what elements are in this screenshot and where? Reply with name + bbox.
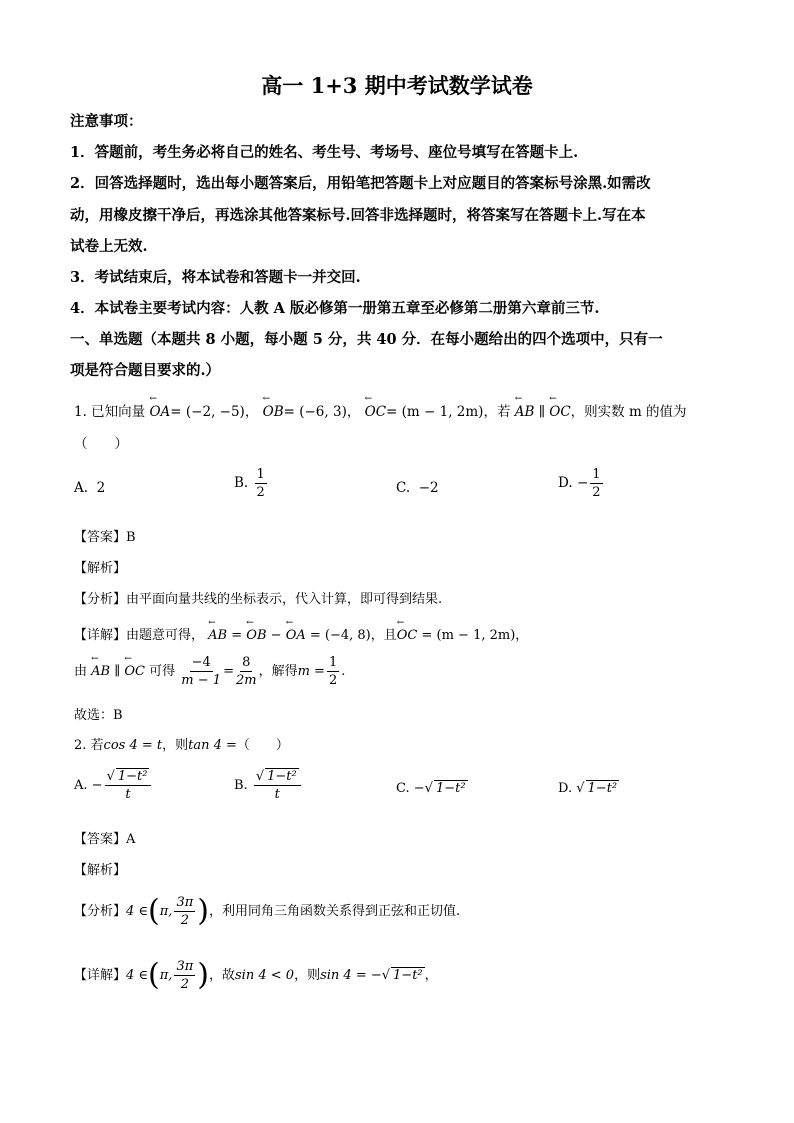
vector-oc: ← OC: [397, 628, 418, 643]
q1-stem: 1. 已知向量 ← OA= (−2, −5)， ← OB= (−6, 3)， ← OC= (m − 1, 2m)，若 ← AB ∥ ← OC，则实数 m 的值为: [74, 400, 687, 420]
note-4: 4．本试卷主要考试内容：人教 A 版必修第一册第五章至必修第二册第六章前三节.: [70, 300, 600, 317]
option-value: −2: [418, 480, 439, 496]
q1-ob-value: = (−6, 3): [283, 404, 347, 420]
q1-paren: （ ）: [74, 436, 128, 452]
parallel-symbol: ∥: [538, 404, 545, 420]
vector-ab: ← AB: [515, 404, 535, 420]
parallel-symbol: ∥: [110, 664, 125, 679]
fraction-numerator: 8: [242, 655, 251, 670]
option-label: A.: [74, 778, 88, 793]
fraction-numerator: 1: [328, 655, 338, 670]
radicand: 1−t²: [435, 781, 466, 796]
interval-prefix: 4 ∈: [126, 968, 149, 983]
q1-answer: [74, 526, 136, 545]
radicand: 1−t²: [117, 769, 148, 784]
q1-prefix: 1. 已知向量: [74, 404, 146, 420]
note-1: 1．答题前，考生务必将自己的姓名、考生号、考场号、座位号填写在答题卡上.: [70, 144, 579, 161]
q1-oc-value: = (m − 1, 2m): [386, 404, 484, 420]
vector-ab: ← AB: [91, 664, 110, 679]
xiangjie-tag: 【详解】: [74, 628, 127, 643]
fraction-numerator: −4: [191, 655, 211, 670]
answer-tag: 【答案】: [74, 530, 127, 545]
option-label: A.: [74, 480, 89, 496]
fraction-denominator: m − 1: [181, 673, 222, 688]
q1-guxuan: 故选：B: [74, 708, 123, 723]
vector-oa: ← OA: [286, 628, 306, 643]
q1-option-a: [74, 480, 105, 496]
comma: ，: [424, 968, 438, 983]
section-heading-2: 项是符合题目要求的.）: [70, 362, 221, 379]
q1-oa-value: = (−2, −5): [170, 404, 245, 420]
equals: =: [227, 628, 247, 643]
oc-value: = (m − 1, 2m)，: [417, 628, 529, 643]
fraction-denominator: 2: [592, 485, 601, 500]
fraction-numerator: 1: [592, 467, 601, 482]
notes-heading: 注意事项：: [70, 113, 143, 130]
minus-sign: −: [413, 781, 425, 796]
text: ，故: [209, 968, 236, 983]
q2-stem: [74, 734, 289, 753]
note-3: 3．考试结束后，将本试卷和答题卡一并交回.: [70, 269, 361, 286]
vector-oc: ← OC: [365, 404, 386, 420]
q1-option-c: [396, 480, 439, 496]
fenxi-text: ，利用同角三角函数关系得到正弦和正切值.: [209, 904, 461, 919]
page-title: 高一 1+3 期中考试数学试卷: [261, 73, 533, 98]
text: ，则: [294, 968, 321, 983]
option-label: C.: [396, 480, 411, 496]
fraction-denominator: 2: [180, 977, 189, 992]
vector-oc-2: ← OC: [549, 404, 570, 420]
q2-option-c: C. −√ 1−t²: [396, 781, 466, 796]
interval-prefix: 4 ∈: [126, 904, 149, 919]
xiangjie-text: 由题意可得，: [126, 628, 205, 643]
q2-condition: cos 4 = t: [103, 738, 163, 753]
q2-option-b: B. $\frac{\text{√ 1−t²}}{t}$: [234, 768, 303, 803]
fenxi-tag: 【分析】: [74, 904, 127, 919]
q2-paren: （ ）: [236, 738, 289, 753]
fraction-denominator: 2m: [235, 673, 257, 688]
option-value: 2: [96, 480, 106, 496]
fraction-denominator: 2: [256, 485, 265, 500]
answer-tag: 【答案】: [74, 832, 127, 847]
minus-sign: −: [91, 778, 103, 793]
q1-option-b: [234, 466, 269, 501]
vector-oc: ← OC: [124, 664, 145, 679]
note-2c: 试卷上无效.: [70, 238, 148, 255]
vector-ob: ← OB: [263, 404, 284, 420]
text: ，则: [162, 738, 189, 753]
fraction-denominator: 2: [328, 673, 338, 688]
q1-analysis-tag: 【解析】: [74, 561, 127, 576]
fraction-numerator: 3π: [176, 959, 194, 974]
answer-value: B: [126, 530, 136, 545]
and-text: ，且: [370, 628, 397, 643]
q2-prefix: 2. 若: [74, 738, 104, 753]
option-label: D.: [558, 475, 573, 491]
minus-sign: −: [576, 475, 589, 491]
m-equals: m =: [297, 664, 325, 679]
fraction-numerator: 3π: [176, 895, 194, 910]
sin-negative: sin 4 < 0: [235, 968, 295, 983]
option-label: B.: [234, 778, 248, 793]
section-heading-1: 一、单选题（本题共 8 小题，每小题 5 分，共 40 分．在每小题给出的四个选项中，只有一: [70, 331, 663, 348]
vector-ab: ← AB: [208, 628, 227, 643]
equals: =: [223, 664, 234, 679]
text: 由: [74, 664, 88, 679]
q1-option-d: [558, 466, 605, 501]
fenxi-text: 由平面向量共线的坐标表示，代入计算，即可得到结果.: [126, 592, 443, 607]
q1-fenxi: [74, 588, 442, 607]
radicand: 1−t²: [267, 769, 297, 784]
fraction-denominator: t: [125, 787, 131, 802]
q2-tan: tan 4 =: [188, 738, 237, 753]
text: 可得: [149, 664, 176, 679]
option-label: B.: [234, 475, 249, 491]
option-label: C.: [396, 781, 410, 796]
text: ，解得: [258, 664, 298, 679]
q1-suffix: ，则实数 m 的值为: [570, 404, 687, 420]
answer-value: A: [126, 832, 136, 847]
vector-oa: ← OA: [149, 404, 170, 420]
fraction-denominator: 2: [180, 913, 189, 928]
q2-option-d: D. √ 1−t²: [558, 781, 618, 796]
xiangjie-tag: 【详解】: [74, 968, 127, 983]
q2-fenxi: 【分析】4 ∈(π, $\frac{3\pi}{2}$ )，利用同角三角函数关系得到正弦和正切值.: [74, 893, 461, 929]
pi: π,: [159, 968, 173, 983]
q2-analysis-tag: 【解析】: [74, 863, 127, 878]
q2-answer: [74, 828, 135, 847]
q2-option-a: A. − $\frac{\text{√ 1−t²}}{t}$: [74, 768, 153, 803]
q1-xiangjie: [74, 624, 528, 643]
note-2a: 2．回答选择题时，选出每小题答案后，用铅笔把答题卡上对应题目的答案标号涂黑.如需改: [70, 175, 651, 192]
q1-cond-pre: ，若: [483, 404, 511, 420]
vector-ob: ← OB: [246, 628, 266, 643]
radicand: 1−t²: [587, 781, 618, 796]
pi: π,: [159, 904, 173, 919]
radicand: 1−t²: [393, 968, 423, 983]
sin-equals: sin 4 = −: [320, 968, 382, 983]
note-2b: 动，用橡皮擦干净后，再选涂其他答案标号.回答非选择题时，将答案写在答题卡上.写在本: [70, 207, 646, 224]
q2-xiangjie: 【详解】4 ∈(π, $\frac{3\pi}{2}$ )，故sin 4 < 0，则sin 4 = −√ 1−t² ，: [74, 957, 438, 993]
period: .: [341, 664, 346, 679]
fraction-denominator: t: [274, 787, 280, 802]
ab-value: = (−4, 8): [305, 628, 371, 643]
option-label: D.: [558, 781, 573, 796]
minus: −: [266, 628, 286, 643]
fenxi-tag: 【分析】: [74, 592, 127, 607]
q1-xiangjie-line2: [74, 654, 345, 689]
fraction-numerator: 1: [256, 467, 265, 482]
